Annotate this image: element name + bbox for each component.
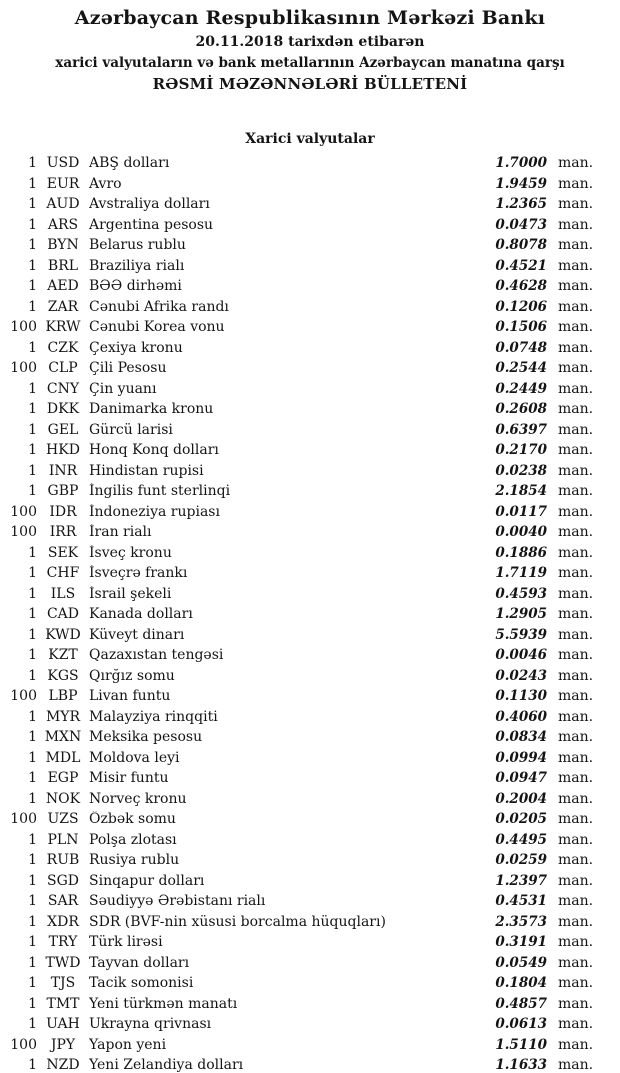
- rate-value: 0.4531: [495, 893, 547, 910]
- rate-unit-label: man.: [558, 1057, 594, 1073]
- currency-code: NZD: [46, 1057, 80, 1073]
- rate-quantity: 1: [28, 831, 37, 848]
- currency-name: Tacik somonisi: [89, 975, 194, 992]
- table-row: [0, 440, 620, 461]
- table-row: [0, 645, 620, 666]
- rate-quantity: 1: [28, 442, 37, 459]
- rate-quantity: 1: [28, 216, 37, 233]
- currency-code: CLP: [48, 360, 78, 377]
- rate-value: 0.4060: [495, 708, 547, 725]
- rate-quantity: 1: [28, 339, 37, 356]
- effective-date-line: 20.11.2018 tarixdən etibarən: [195, 34, 425, 50]
- currency-name: Rusiya rublu: [89, 852, 180, 869]
- table-row: [0, 604, 620, 625]
- rate-value: 2.1854: [495, 483, 547, 500]
- rate-value: 1.5110: [495, 1036, 547, 1053]
- currency-code: AED: [47, 278, 79, 295]
- rate-unit-label: man.: [558, 913, 594, 930]
- table-row: [0, 953, 620, 974]
- table-row: [0, 317, 620, 338]
- table-row: [0, 871, 620, 892]
- currency-code: CNY: [46, 380, 80, 397]
- rate-value: 0.4857: [495, 995, 547, 1012]
- rate-value: 0.2608: [495, 401, 547, 418]
- rate-value: 0.0117: [495, 503, 547, 520]
- currency-name: Çin yuanı: [89, 380, 157, 397]
- rate-unit-label: man.: [558, 1036, 594, 1053]
- currency-code: HKD: [46, 442, 80, 459]
- currency-name: Çexiya kronu: [89, 339, 183, 356]
- currency-code: AUD: [46, 196, 80, 213]
- rate-quantity: 1: [28, 770, 37, 787]
- rate-quantity: 1: [28, 872, 37, 889]
- currency-code: TWD: [45, 954, 81, 971]
- rate-quantity: 1: [28, 852, 37, 869]
- currency-name: Honq Konq dolları: [89, 442, 219, 459]
- rate-quantity: 1: [28, 790, 37, 807]
- rate-value: 1.1633: [495, 1057, 547, 1073]
- rate-value: 0.2449: [495, 380, 547, 397]
- rate-unit-label: man.: [558, 626, 594, 643]
- rate-unit-label: man.: [558, 421, 594, 438]
- rate-value: 0.1506: [495, 319, 547, 336]
- rate-unit-label: man.: [558, 237, 594, 254]
- currency-code: TRY: [48, 934, 78, 951]
- currency-name: Yapon yeni: [89, 1036, 167, 1053]
- table-row: [0, 809, 620, 830]
- rate-unit-label: man.: [558, 524, 594, 541]
- rate-quantity: 1: [28, 995, 37, 1012]
- currency-name: BƏƏ dirhəmi: [89, 278, 182, 295]
- table-row: [0, 379, 620, 400]
- rate-value: 0.4593: [495, 585, 547, 602]
- table-row: [0, 727, 620, 748]
- currency-code: SEK: [47, 544, 79, 561]
- rate-unit-label: man.: [558, 401, 594, 418]
- currency-code: ILS: [50, 585, 76, 602]
- rate-unit-label: man.: [558, 380, 594, 397]
- rate-unit-label: man.: [558, 257, 594, 274]
- rate-unit-label: man.: [558, 872, 594, 889]
- table-row: [0, 194, 620, 215]
- rate-value: 1.2365: [495, 196, 547, 213]
- rate-quantity: 1: [28, 606, 37, 623]
- table-row: [0, 502, 620, 523]
- rate-quantity: 1: [28, 421, 37, 438]
- table-row: [0, 768, 620, 789]
- currency-name: Səudiyyə Ərəbistanı rialı: [89, 893, 266, 910]
- currency-code: IRR: [49, 524, 77, 541]
- rate-quantity: 1: [28, 196, 37, 213]
- exchange-rates-table: [0, 153, 620, 1073]
- table-row: [0, 707, 620, 728]
- rate-quantity: 1: [28, 708, 37, 725]
- table-row: [0, 891, 620, 912]
- table-row: [0, 461, 620, 482]
- rate-value: 1.7119: [495, 565, 547, 582]
- currency-code: INR: [48, 462, 78, 479]
- rate-unit-label: man.: [558, 749, 594, 766]
- currency-name: Tayvan dolları: [89, 954, 190, 971]
- currency-code: BRL: [47, 257, 79, 274]
- rate-quantity: 1: [28, 544, 37, 561]
- table-row: [0, 338, 620, 359]
- rate-value: 0.0549: [495, 954, 547, 971]
- table-row: [0, 235, 620, 256]
- rate-quantity: 1: [28, 155, 37, 172]
- table-row: [0, 543, 620, 564]
- currency-name: Norveç kronu: [89, 790, 187, 807]
- rate-unit-label: man.: [558, 1016, 594, 1033]
- rate-quantity: 1: [28, 975, 37, 992]
- table-row: [0, 563, 620, 584]
- table-row: [0, 932, 620, 953]
- rate-quantity: 1: [28, 893, 37, 910]
- table-row: [0, 399, 620, 420]
- currency-name: İndoneziya rupiası: [89, 503, 220, 520]
- rate-value: 0.0613: [495, 1016, 547, 1033]
- currency-code: MXN: [44, 729, 82, 746]
- currency-code: TJS: [50, 975, 76, 992]
- currency-code: SAR: [47, 893, 79, 910]
- rate-unit-label: man.: [558, 954, 594, 971]
- currency-name: Cənubi Afrika randı: [89, 298, 229, 315]
- rate-value: 0.1886: [495, 544, 547, 561]
- bulletin-header: [0, 0, 620, 95]
- currency-code: EUR: [46, 175, 80, 192]
- currency-code: KGS: [47, 667, 79, 684]
- currency-code: CHF: [46, 565, 80, 582]
- rate-value: 0.0259: [495, 852, 547, 869]
- rate-unit-label: man.: [558, 831, 594, 848]
- currency-code: SGD: [47, 872, 79, 889]
- section-title-foreign-currencies: Xarici valyutalar: [245, 131, 375, 147]
- rate-quantity: 1: [28, 1016, 37, 1033]
- currency-name: Sinqapur dolları: [89, 872, 205, 889]
- rate-unit-label: man.: [558, 278, 594, 295]
- currency-name: Kanada dolları: [89, 606, 193, 623]
- rate-value: 0.0473: [495, 216, 547, 233]
- currency-name: Qırğız somu: [89, 667, 175, 684]
- currency-code: EGP: [47, 770, 79, 787]
- currency-code: DKK: [46, 401, 80, 418]
- currency-name: Belarus rublu: [89, 237, 186, 254]
- table-row: [0, 830, 620, 851]
- rate-quantity: 1: [28, 380, 37, 397]
- currency-code: BYN: [47, 237, 79, 254]
- rate-quantity: 100: [10, 360, 37, 377]
- rate-value: 0.0947: [495, 770, 547, 787]
- bulletin-subtitle: xarici valyutaların və bank metallarının Azərbaycan manatına qarşı: [55, 55, 565, 71]
- table-row: [0, 1055, 620, 1073]
- table-row: [0, 850, 620, 871]
- table-row: [0, 1014, 620, 1035]
- table-row: [0, 256, 620, 277]
- rate-unit-label: man.: [558, 606, 594, 623]
- rate-quantity: 1: [28, 647, 37, 664]
- rate-value: 1.9459: [495, 175, 547, 192]
- currency-name: İngilis funt sterlinqi: [89, 483, 231, 500]
- rate-quantity: 1: [28, 237, 37, 254]
- currency-code: GBP: [47, 483, 79, 500]
- currency-code: IDR: [49, 503, 77, 520]
- currency-name: Avstraliya dolları: [89, 196, 210, 213]
- table-row: [0, 994, 620, 1015]
- table-row: [0, 297, 620, 318]
- currency-code: USD: [46, 155, 80, 172]
- rate-quantity: 1: [28, 483, 37, 500]
- currency-code: NOK: [45, 790, 81, 807]
- currency-name: Danimarka kronu: [89, 401, 214, 418]
- rate-value: 0.6397: [495, 421, 547, 438]
- table-row: [0, 276, 620, 297]
- rate-quantity: 1: [28, 298, 37, 315]
- currency-name: Küveyt dinarı: [89, 626, 185, 643]
- table-row: [0, 666, 620, 687]
- rate-unit-label: man.: [558, 852, 594, 869]
- rate-unit-label: man.: [558, 565, 594, 582]
- rate-quantity: 1: [28, 1057, 37, 1073]
- rate-quantity: 1: [28, 585, 37, 602]
- currency-name: Çili Pesosu: [89, 360, 167, 377]
- rate-value: 0.0040: [495, 524, 547, 541]
- currency-name: Qazaxıstan tengəsi: [89, 647, 224, 664]
- currency-name: Yeni türkmən manatı: [89, 995, 238, 1012]
- table-row: [0, 912, 620, 933]
- rate-unit-label: man.: [558, 442, 594, 459]
- rate-value: 0.0994: [495, 749, 547, 766]
- currency-name: Meksika pesosu: [89, 729, 203, 746]
- table-row: [0, 1035, 620, 1056]
- rate-value: 0.0238: [495, 462, 547, 479]
- currency-name: İran rialı: [89, 524, 152, 541]
- currency-name: Hindistan rupisi: [89, 462, 204, 479]
- currency-name: Livan funtu: [89, 688, 171, 705]
- rate-value: 5.5939: [495, 626, 547, 643]
- rate-value: 1.2397: [495, 872, 547, 889]
- table-row: [0, 789, 620, 810]
- currency-name: Gürcü larisi: [89, 421, 173, 438]
- rate-unit-label: man.: [558, 544, 594, 561]
- currency-name: Misir funtu: [89, 770, 169, 787]
- currency-code: CAD: [46, 606, 80, 623]
- currency-code: CZK: [47, 339, 79, 356]
- currency-name: İsveç kronu: [89, 544, 172, 561]
- currency-name: İsveçrə frankı: [89, 565, 188, 582]
- rate-unit-label: man.: [558, 298, 594, 315]
- rate-quantity: 1: [28, 729, 37, 746]
- rate-quantity: 100: [10, 524, 37, 541]
- currency-code: KZT: [48, 647, 78, 664]
- rate-value: 0.0205: [495, 811, 547, 828]
- currency-name: Ukrayna qrivnası: [89, 1016, 212, 1033]
- currency-code: UZS: [47, 811, 79, 828]
- currency-code: UAH: [46, 1016, 80, 1033]
- table-row: [0, 420, 620, 441]
- rate-quantity: 1: [28, 626, 37, 643]
- currency-name: ABŞ dolları: [89, 155, 170, 172]
- currency-name: Braziliya rialı: [89, 257, 185, 274]
- bank-title: Azərbaycan Respublikasının Mərkəzi Bankı: [74, 7, 546, 29]
- currency-code: MDL: [45, 749, 81, 766]
- rate-quantity: 100: [10, 503, 37, 520]
- currency-name: Avro: [89, 175, 122, 192]
- rate-unit-label: man.: [558, 216, 594, 233]
- currency-name: Yeni Zelandiya dolları: [89, 1057, 244, 1073]
- bulletin-title: RƏSMİ MƏZƏNNƏLƏRİ BÜLLETENİ: [152, 75, 468, 93]
- rate-value: 0.8078: [495, 237, 547, 254]
- rate-quantity: 1: [28, 913, 37, 930]
- rate-unit-label: man.: [558, 770, 594, 787]
- rate-value: 0.0046: [495, 647, 547, 664]
- rate-quantity: 1: [28, 401, 37, 418]
- table-row: [0, 584, 620, 605]
- table-row: [0, 153, 620, 174]
- rate-unit-label: man.: [558, 585, 594, 602]
- currency-name: Moldova leyi: [89, 749, 180, 766]
- currency-code: KWD: [45, 626, 81, 643]
- table-row: [0, 358, 620, 379]
- rate-value: 0.0834: [495, 729, 547, 746]
- currency-name: Malayziya rinqqiti: [89, 708, 218, 725]
- currency-code: ZAR: [47, 298, 79, 315]
- rate-value: 0.1804: [495, 975, 547, 992]
- rate-value: 0.2170: [495, 442, 547, 459]
- rate-unit-label: man.: [558, 483, 594, 500]
- rate-quantity: 1: [28, 565, 37, 582]
- rate-unit-label: man.: [558, 339, 594, 356]
- table-row: [0, 481, 620, 502]
- rate-value: 0.1130: [495, 688, 547, 705]
- rate-unit-label: man.: [558, 667, 594, 684]
- rate-unit-label: man.: [558, 155, 594, 172]
- rate-unit-label: man.: [558, 811, 594, 828]
- rate-unit-label: man.: [558, 708, 594, 725]
- rate-unit-label: man.: [558, 790, 594, 807]
- rate-quantity: 100: [10, 319, 37, 336]
- currency-code: PLN: [47, 831, 79, 848]
- currency-name: Cənubi Korea vonu: [89, 319, 225, 336]
- rate-value: 0.3191: [495, 934, 547, 951]
- currency-code: GEL: [47, 421, 79, 438]
- rate-quantity: 1: [28, 462, 37, 479]
- currency-code: ARS: [47, 216, 79, 233]
- currency-name: SDR (BVF-nin xüsusi borcalma hüquqları): [89, 913, 386, 930]
- rate-value: 1.2905: [495, 606, 547, 623]
- rate-unit-label: man.: [558, 688, 594, 705]
- currency-code: LBP: [48, 688, 78, 705]
- rate-unit-label: man.: [558, 360, 594, 377]
- currency-code: XDR: [47, 913, 79, 930]
- rate-quantity: 1: [28, 278, 37, 295]
- table-row: [0, 174, 620, 195]
- rate-quantity: 1: [28, 175, 37, 192]
- rate-unit-label: man.: [558, 175, 594, 192]
- rate-unit-label: man.: [558, 196, 594, 213]
- rate-quantity: 1: [28, 934, 37, 951]
- rate-value: 0.4495: [495, 831, 547, 848]
- rate-unit-label: man.: [558, 462, 594, 479]
- currency-name: Özbək somu: [89, 811, 176, 828]
- rate-quantity: 1: [28, 257, 37, 274]
- table-row: [0, 215, 620, 236]
- table-row: [0, 686, 620, 707]
- rate-value: 0.4628: [495, 278, 547, 295]
- rate-quantity: 1: [28, 954, 37, 971]
- rate-value: 0.0748: [495, 339, 547, 356]
- currency-name: Polşa zlotası: [89, 831, 177, 848]
- rate-unit-label: man.: [558, 995, 594, 1012]
- rate-unit-label: man.: [558, 729, 594, 746]
- rate-unit-label: man.: [558, 975, 594, 992]
- rate-unit-label: man.: [558, 503, 594, 520]
- currency-code: KRW: [45, 319, 81, 336]
- rate-quantity: 1: [28, 749, 37, 766]
- currency-code: RUB: [46, 852, 80, 869]
- currency-code: MYR: [45, 708, 81, 725]
- rate-value: 2.3573: [495, 913, 547, 930]
- table-row: [0, 625, 620, 646]
- currency-name: İsrail şekeli: [89, 585, 172, 602]
- currency-code: JPY: [50, 1036, 76, 1053]
- rate-quantity: 1: [28, 667, 37, 684]
- rate-unit-label: man.: [558, 647, 594, 664]
- rate-value: 0.2544: [495, 360, 547, 377]
- rate-quantity: 100: [10, 1036, 37, 1053]
- rate-quantity: 100: [10, 688, 37, 705]
- table-row: [0, 522, 620, 543]
- currency-name: Argentina pesosu: [89, 216, 214, 233]
- rate-value: 0.0243: [495, 667, 547, 684]
- table-row: [0, 748, 620, 769]
- rate-quantity: 100: [10, 811, 37, 828]
- currency-code: TMT: [46, 995, 80, 1012]
- table-row: [0, 973, 620, 994]
- rate-value: 0.1206: [495, 298, 547, 315]
- rate-value: 1.7000: [495, 155, 547, 172]
- rate-value: 0.4521: [495, 257, 547, 274]
- rate-unit-label: man.: [558, 934, 594, 951]
- rate-unit-label: man.: [558, 319, 594, 336]
- rate-unit-label: man.: [558, 893, 594, 910]
- rate-value: 0.2004: [495, 790, 547, 807]
- currency-name: Türk lirəsi: [89, 934, 163, 951]
